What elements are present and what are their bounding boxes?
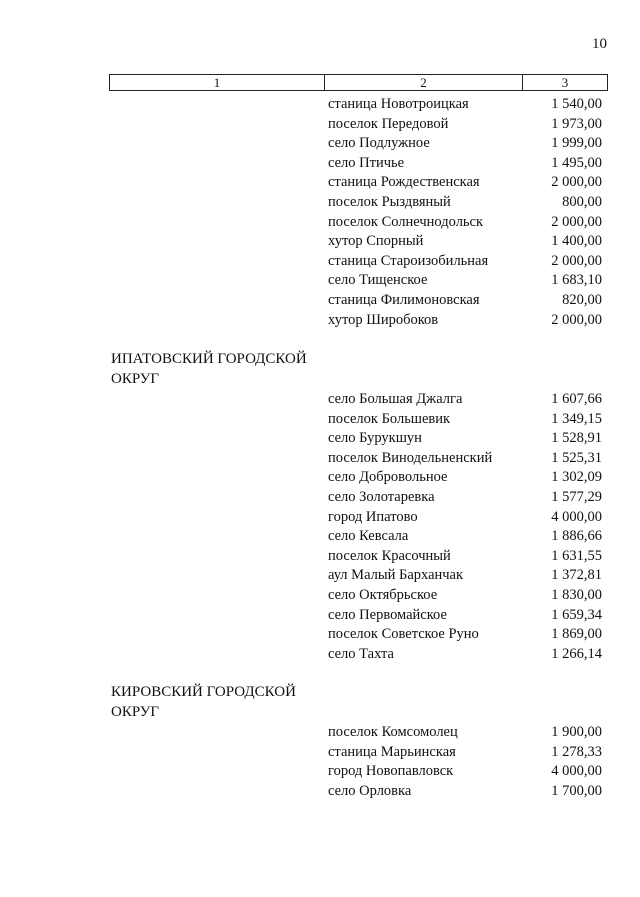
table-row	[0, 251, 640, 271]
table-row	[0, 428, 640, 448]
settlement-name: поселок Советское Руно	[328, 626, 479, 643]
table-row	[0, 389, 640, 409]
table-row	[0, 624, 640, 644]
table-row	[0, 546, 640, 566]
settlement-name: станица Новотроицкая	[328, 96, 469, 112]
settlement-name: село Золотаревка	[328, 489, 435, 505]
settlement-value: 1 886,66	[551, 528, 602, 545]
settlement-name: поселок Передовой	[328, 115, 449, 132]
table-row	[0, 290, 640, 310]
settlement-value: 1 302,09	[551, 469, 602, 486]
settlement-name: поселок Рыздвяный	[328, 194, 451, 210]
column-1-header: 1	[110, 75, 325, 90]
table-row	[0, 94, 640, 114]
table-row	[0, 133, 640, 153]
settlement-name: село Кевсала	[328, 528, 409, 545]
settlement-value: 1 999,00	[551, 135, 602, 152]
settlement-value: 1 869,00	[551, 626, 602, 643]
settlement-name: город Новопавловск	[328, 763, 454, 780]
settlement-value: 800,00	[562, 194, 602, 210]
table-row	[0, 644, 640, 664]
settlement-name: поселок Комсомолец	[328, 724, 458, 740]
settlement-name: поселок Винодельненский	[328, 449, 493, 466]
settlement-value: 2 000,00	[551, 213, 602, 230]
table-row	[0, 310, 640, 330]
settlement-value: 1 900,00	[551, 724, 602, 740]
table-row	[0, 565, 640, 585]
settlement-value: 2 000,00	[551, 174, 602, 191]
table-row	[0, 192, 640, 212]
table-row	[0, 585, 640, 605]
settlement-value: 1 525,31	[551, 449, 602, 466]
settlement-name: поселок Красочный	[328, 547, 451, 564]
settlement-name: село Тищенское	[328, 272, 428, 289]
settlement-name: село Добровольное	[328, 469, 448, 486]
settlement-value: 1 266,14	[551, 645, 602, 662]
settlement-value: 820,00	[562, 292, 602, 308]
settlement-value: 1 372,81	[551, 567, 602, 584]
settlement-value: 1 607,66	[551, 391, 602, 407]
settlement-value: 4 000,00	[551, 763, 602, 780]
table-row	[0, 467, 640, 487]
column-2-header: 2	[325, 75, 523, 90]
settlement-name: аул Малый Барханчак	[328, 567, 464, 584]
table-row	[0, 172, 640, 192]
settlement-name: поселок Большевик	[328, 410, 451, 427]
table-row	[0, 781, 640, 801]
table-row	[0, 526, 640, 546]
settlement-value: 1 973,00	[551, 115, 602, 132]
table-row	[0, 212, 640, 232]
table-row	[0, 722, 640, 742]
table-row	[0, 409, 640, 429]
settlement-value: 1 700,00	[551, 782, 602, 799]
column-3-header: 3	[561, 75, 569, 90]
settlement-value: 1 830,00	[551, 587, 602, 603]
settlement-name: село Большая Джалга	[328, 391, 463, 407]
district-heading: ИПАТОВСКИЙ ГОРОДСКОЙ ОКРУГ	[111, 351, 307, 387]
settlement-name: поселок Солнечнодольск	[328, 213, 484, 230]
settlement-name: станица Рождественская	[328, 174, 480, 191]
table-row	[0, 153, 640, 173]
settlement-name: город Ипатово	[328, 508, 418, 525]
settlement-value: 1 495,00	[551, 154, 602, 171]
settlement-name: село Орловка	[328, 782, 412, 799]
table-row	[0, 270, 640, 290]
settlement-value: 2 000,00	[551, 252, 602, 269]
settlement-name: станица Филимоновская	[328, 292, 480, 308]
settlement-name: село Первомайское	[328, 606, 447, 623]
settlement-value: 1 631,55	[551, 547, 602, 564]
settlement-value: 1 528,91	[551, 430, 602, 447]
table-row	[0, 605, 640, 625]
page-number: 10	[592, 36, 607, 52]
settlement-name: село Бурукшун	[328, 430, 422, 447]
table-row	[0, 761, 640, 781]
settlement-name: село Подлужное	[328, 135, 430, 152]
table-row	[0, 487, 640, 507]
table-row	[0, 448, 640, 468]
table-header	[109, 74, 608, 91]
settlement-name: хутор Широбоков	[328, 311, 439, 328]
table-row	[0, 742, 640, 762]
table-row	[0, 507, 640, 527]
settlement-name: село Птичье	[328, 154, 405, 171]
table-row	[0, 114, 640, 134]
settlement-value: 1 278,33	[551, 743, 602, 760]
settlement-name: станица Марьинская	[328, 743, 456, 760]
settlement-name: хутор Спорный	[328, 233, 424, 250]
settlement-value: 1 577,29	[551, 489, 602, 505]
settlement-value: 2 000,00	[551, 311, 602, 328]
settlement-value: 1 659,34	[551, 606, 602, 623]
settlement-name: село Тахта	[328, 645, 394, 662]
settlement-name: станица Староизобильная	[328, 252, 489, 269]
settlement-value: 1 540,00	[551, 96, 602, 112]
settlement-name: село Октябрьское	[328, 587, 438, 603]
settlement-value: 1 400,00	[551, 233, 602, 250]
settlement-value: 1 349,15	[551, 410, 602, 427]
settlement-value: 4 000,00	[551, 508, 602, 525]
settlement-value: 1 683,10	[551, 272, 602, 289]
district-heading: КИРОВСКИЙ ГОРОДСКОЙ ОКРУГ	[111, 684, 296, 720]
table-row	[0, 231, 640, 251]
